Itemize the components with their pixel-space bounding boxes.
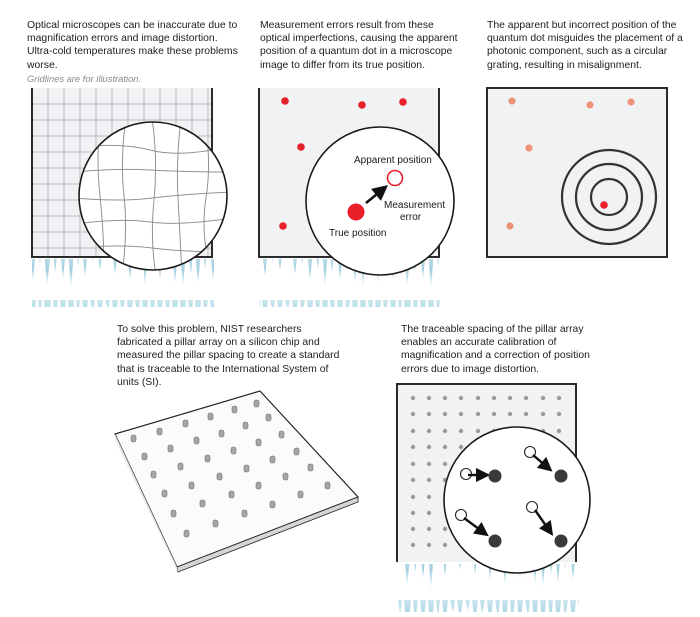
true-position-dot — [348, 204, 365, 221]
icicles-1 — [32, 259, 214, 307]
apparent-position-dot — [388, 171, 403, 186]
caption-calibration-text: The traceable spacing of the pillar array enables an accurate calibration of magnification and a correction of position errors due to image distortion. — [401, 324, 590, 375]
label-apparent-position: Apparent position — [354, 155, 432, 166]
silicon-chip — [115, 391, 358, 572]
icicles-5 — [397, 564, 579, 612]
caption-distortion-text: Optical microscopes can be inaccurate due to magnification errors and image distortion. Ultra-cold temperatures make these problems worse. — [27, 20, 238, 71]
caption-pillar-array-text: To solve this problem, NIST researchers fabricated a pillar array on a silicon chip and measured the pillar spacing to create a standard that is traceable to the International System of units (SI). — [117, 324, 340, 388]
panel-measurement-error — [259, 88, 454, 307]
panel-misalignment — [487, 88, 667, 257]
magnifier-correction — [444, 427, 590, 573]
gridlines-note: Gridlines are for illustration. — [27, 72, 142, 84]
panel-calibration — [397, 384, 590, 612]
magnifier-error — [306, 127, 454, 275]
caption-misalignment-text: The apparent but incorrect position of the quantum dot misguides the placement of a photonic component, such as a circular grating, resulting in misalignment. — [487, 20, 683, 71]
panel-distortion — [32, 88, 232, 307]
label-measurement: Measurement — [384, 200, 446, 211]
true-quantum-dot — [600, 201, 608, 209]
panel-pillar-array — [115, 391, 358, 572]
label-true-position: True position — [329, 228, 387, 239]
label-error: error — [400, 212, 422, 223]
caption-measurement-error-text: Measurement errors result from these optical imperfections, causing the apparent position of a quantum dot in a microscope image to differ from its true position. — [260, 20, 458, 71]
